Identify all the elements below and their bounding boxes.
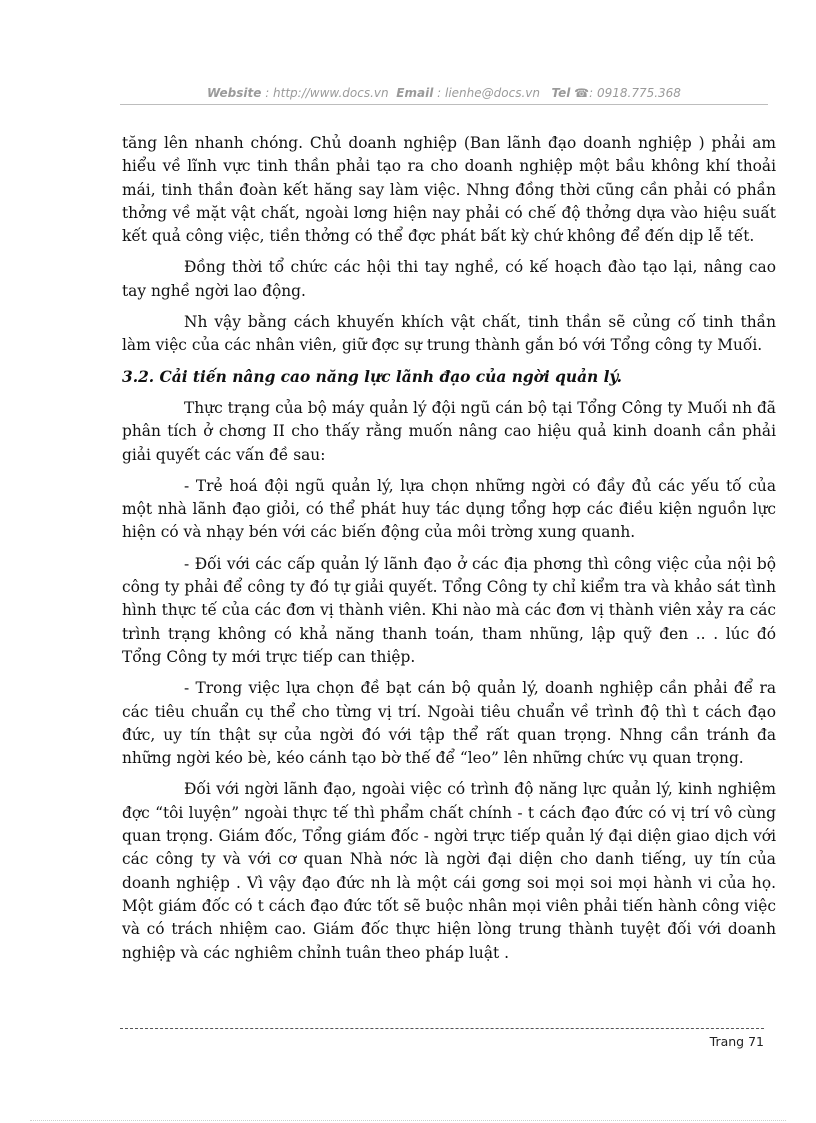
email-address[interactable]: : lienhe@docs.vn xyxy=(437,86,540,100)
paragraph-4: Thực trạng của bộ máy quản lý đội ngũ cán bộ tại Tổng Công ty Muối nh đã phân tích ở chơng II cho thấy rằng muốn nâng cao hiệu quả kinh doanh cần phải giải quyết các vấn đề sau: xyxy=(122,398,776,464)
website-url[interactable]: : http://www.docs.vn xyxy=(265,86,389,100)
paragraph-7: - Trong việc lựa chọn đề bạt cán bộ quản lý, doanh nghiệp cần phải để ra các tiêu chuẩn cụ thể cho từng vị trí. Ngoài tiêu chuẩn về trình độ thì t cách đạo đức, uy tín thật sự của ngời đó với tập thể rất quan trọng. Nhng cần tránh đa những ngời kéo bè, kéo cánh tạo bờ thế để “leo” lên những chức vụ quan trọng. xyxy=(122,679,776,768)
email-label: Email xyxy=(396,86,434,100)
page-edge xyxy=(30,1120,786,1121)
tel-number: : 0918.775.368 xyxy=(589,86,681,100)
header-divider xyxy=(120,104,768,105)
section-heading: 3.2. Cải tiến nâng cao năng lực lãnh đạo của ngời quản lý. xyxy=(122,367,622,386)
paragraph-1: tăng lên nhanh chóng. Chủ doanh nghiệp (Ban lãnh đạo doanh nghiệp ) phải am hiểu về lĩnh vực tinh thần phải tạo ra cho doanh nghiệp một bầu không khí thoải mái, tinh thần đoàn kết hăng say làm việc. Nhng đồng thời cũng cần phải có phần thởng về mặt vật chất, ngoài lơng hiện nay phải có chế độ thởng dựa vào hiệu suất kết quả công việc, tiền thởng có thể đợc phát bất kỳ chứ không để đến dịp lễ tết. xyxy=(122,134,776,246)
paragraph-2: Đồng thời tổ chức các hội thi tay nghề, có kế hoạch đào tạo lại, nâng cao tay nghề ngời lao động. xyxy=(122,258,776,300)
paragraph-5: - Trẻ hoá đội ngũ quản lý, lựa chọn những ngời có đầy đủ các yếu tố của một nhà lãnh đạo giỏi, có thể phát huy tác dụng tổng hợp các điều kiện nguồn lực hiện có và nhạy bén với các biến động của môi trờng xung quanh. xyxy=(122,476,776,542)
footer-divider xyxy=(120,1028,764,1029)
paragraph-3: Nh vậy bằng cách khuyến khích vật chất, tinh thần sẽ củng cố tinh thần làm việc của các nhân viên, giữ đợc sự trung thành gắn bó với Tổng công ty Muối. xyxy=(122,313,776,355)
website-label: Website xyxy=(207,86,262,100)
phone-icon: ☎ xyxy=(574,86,590,100)
page-header xyxy=(120,86,768,100)
paragraph-6: - Đối với các cấp quản lý lãnh đạo ở các địa phơng thì công việc của nội bộ công ty phải để công ty đó tự giải quyết. Tổng Công ty chỉ kiểm tra và khảo sát tình hình thực tế của các đơn vị thành viên. Khi nào mà các đơn vị thành viên xảy ra các trình trạng không có khả năng thanh toán, tham nhũng, lập quỹ đen .. . lúc đó Tổng Công ty mới trực tiếp can thiệp. xyxy=(122,554,776,666)
paragraph-8: Đối với ngời lãnh đạo, ngoài việc có trình độ năng lực quản lý, kinh nghiệm đợc “tôi luyện” ngoài thực tế thì phẩm chất chính - t cách đạo đức có vị trí vô cùng quan trọng. Giám đốc, Tổng giám đốc - ngời trực tiếp quản lý đại diện giao dịch với các công ty và với cơ quan Nhà nớc là ngời đại diện cho danh tiếng, uy tín của doanh nghiệp . Vì vậy đạo đức nh là một cái gơng soi mọi soi mọi hành vi của họ. Một giám đốc có t cách đạo đức tốt sẽ buộc nhân mọi viên phải tiến hành công việc và có trách nhiệm cao. Giám đốc thực hiện lòng trung thành tuyệt đối với doanh nghiệp và các nghiêm chỉnh tuân theo pháp luật . xyxy=(122,780,776,962)
tel-label: Tel xyxy=(551,86,571,100)
document-body xyxy=(122,132,776,973)
page-number: Trang 71 xyxy=(709,1034,764,1049)
